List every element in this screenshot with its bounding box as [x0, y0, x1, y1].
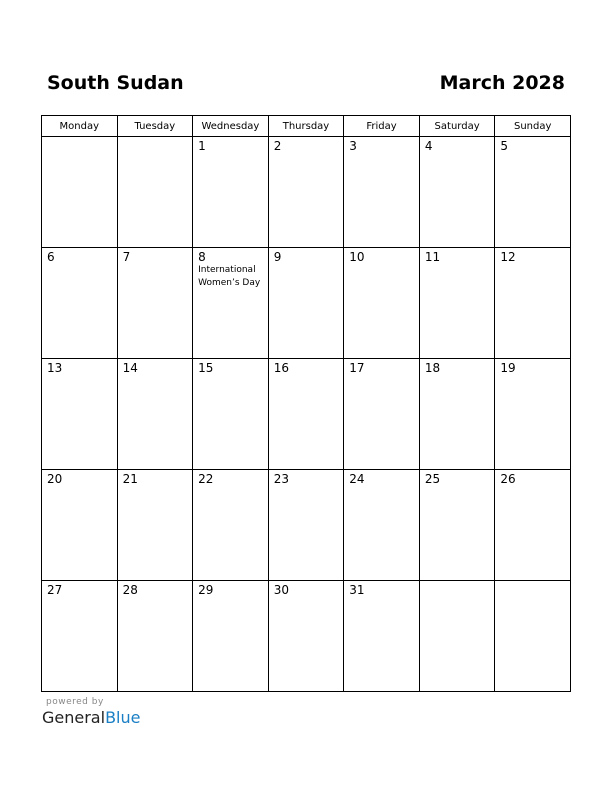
day-number: 6: [47, 250, 55, 264]
day-cell: [42, 581, 118, 692]
day-number: 14: [122, 361, 138, 375]
day-number: 1: [198, 139, 206, 153]
day-cell: [117, 581, 193, 692]
day-cell: [193, 137, 269, 248]
day-number: 13: [47, 361, 63, 375]
day-cell: [42, 248, 118, 359]
day-cell: [193, 581, 269, 692]
day-cell: [268, 581, 344, 692]
day-cell: [344, 359, 420, 470]
month-title: March 2028: [439, 72, 565, 94]
brand-general: General: [42, 708, 106, 727]
day-number: 29: [198, 583, 214, 597]
day-number: 10: [349, 250, 365, 264]
day-number: 5: [500, 139, 509, 153]
day-cell: [193, 248, 269, 359]
day-number: 3: [349, 139, 357, 153]
day-number: 31: [349, 583, 365, 597]
day-cell: [419, 137, 495, 248]
day-cell: [42, 470, 118, 581]
day-cell: [495, 248, 571, 359]
holiday-label: International Women’s Day: [198, 265, 261, 288]
week-row: [42, 248, 571, 359]
day-number: 11: [424, 250, 441, 264]
day-cell: [419, 359, 495, 470]
day-number: 30: [273, 583, 289, 597]
day-number: 16: [273, 361, 289, 375]
weekday-header-saturday: Saturday: [419, 116, 495, 137]
weekday-header-monday: Monday: [42, 116, 118, 137]
week-row: [42, 470, 571, 581]
day-number: 8: [198, 250, 206, 264]
day-number: 9: [273, 250, 282, 264]
day-cell: [419, 470, 495, 581]
week-row: [42, 581, 571, 692]
day-cell: [495, 137, 571, 248]
day-cell: [268, 137, 344, 248]
generalblue-logo: [42, 708, 140, 727]
day-number: 23: [273, 472, 289, 486]
day-cell: [193, 470, 269, 581]
day-number: 19: [500, 361, 516, 375]
empty-day-cell: [419, 581, 495, 692]
calendar-grid: [41, 115, 571, 692]
weekday-header-row: [42, 116, 571, 137]
day-cell: [268, 359, 344, 470]
day-cell: [193, 359, 269, 470]
day-cell: [344, 137, 420, 248]
day-cell: [268, 470, 344, 581]
day-number: 22: [198, 472, 214, 486]
day-number: 26: [500, 472, 516, 486]
country-title: South Sudan: [47, 72, 184, 94]
day-cell: [344, 581, 420, 692]
weekday-header-friday: Friday: [344, 116, 420, 137]
weekday-header-wednesday: Wednesday: [193, 116, 269, 137]
day-number: 25: [424, 472, 441, 486]
day-number: 17: [349, 361, 365, 375]
empty-day-cell: [42, 137, 118, 248]
week-row: [42, 137, 571, 248]
day-cell: [495, 470, 571, 581]
day-cell: [117, 359, 193, 470]
day-cell: [495, 359, 571, 470]
day-cell: [42, 359, 118, 470]
empty-day-cell: [495, 581, 571, 692]
day-cell: [268, 248, 344, 359]
empty-day-cell: [117, 137, 193, 248]
day-number: 15: [198, 361, 214, 375]
weekday-header-thursday: Thursday: [268, 116, 344, 137]
day-number: 12: [500, 250, 516, 264]
day-cell: [117, 470, 193, 581]
day-cell: [344, 470, 420, 581]
day-number: 2: [273, 139, 282, 153]
powered-by-label: powered by: [46, 697, 104, 707]
day-cell: [344, 248, 420, 359]
day-cell: [117, 248, 193, 359]
day-number: 20: [47, 472, 63, 486]
day-number: 24: [349, 472, 365, 486]
day-number: 18: [424, 361, 441, 375]
day-number: 27: [47, 583, 63, 597]
day-number: 28: [122, 583, 138, 597]
day-cell: [419, 248, 495, 359]
day-number: 7: [122, 250, 131, 264]
brand-blue: Blue: [105, 708, 141, 727]
weekday-header-sunday: Sunday: [495, 116, 571, 137]
week-row: [42, 359, 571, 470]
day-number: 4: [424, 139, 433, 153]
day-number: 21: [122, 472, 138, 486]
weekday-header-tuesday: Tuesday: [117, 116, 193, 137]
